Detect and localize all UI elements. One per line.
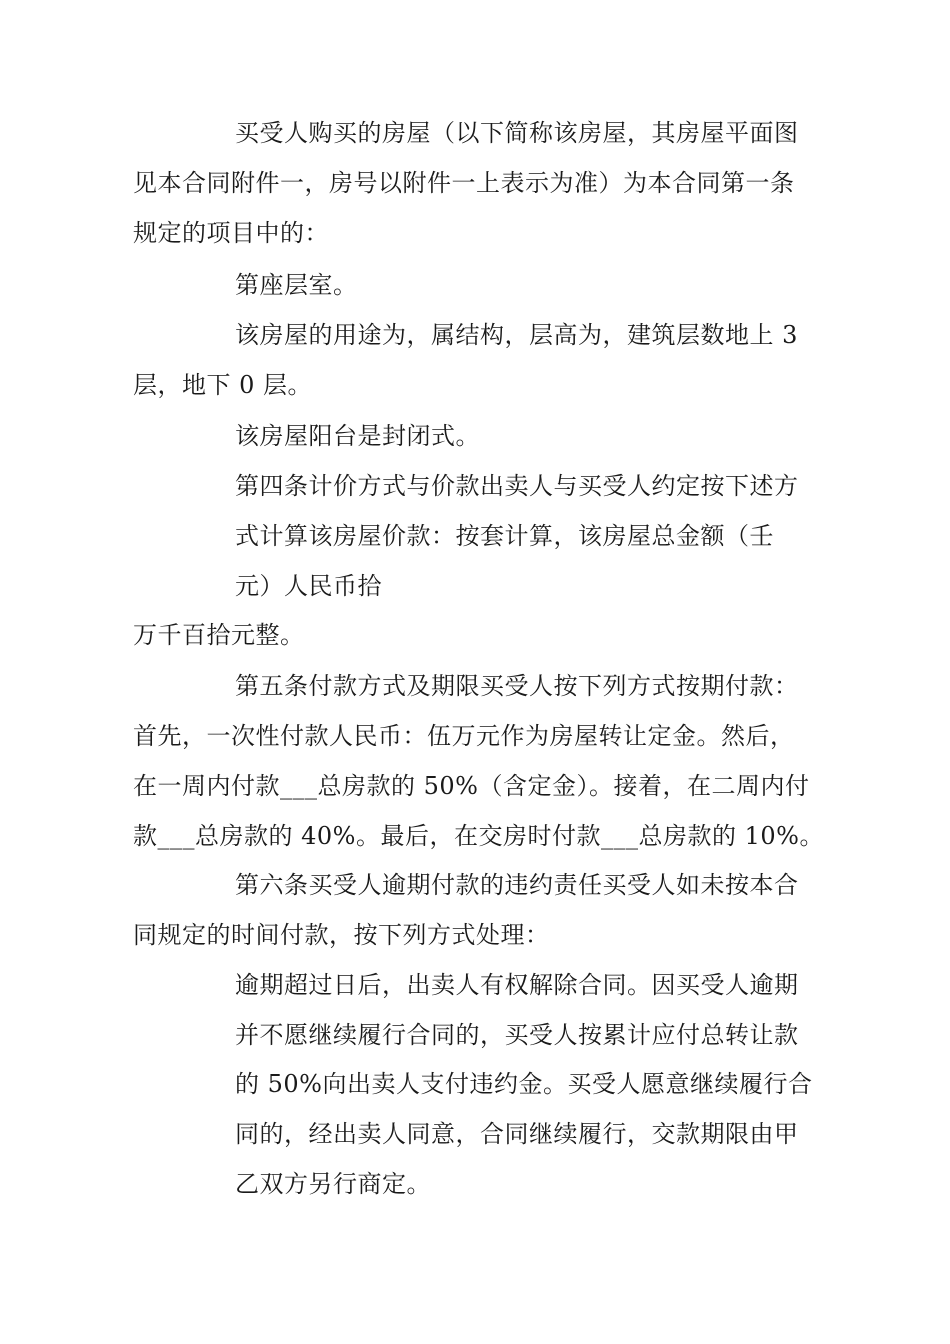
paragraph-line: 该房屋阳台是封闭式。	[235, 422, 480, 450]
paragraph-line: 第四条计价方式与价款出卖人与买受人约定按下述方	[235, 472, 799, 500]
paragraph-line: 万千百拾元整。	[133, 621, 305, 649]
paragraph-line: 的 50%向出卖人支付违约金。买受人愿意继续履行合	[235, 1070, 813, 1098]
paragraph-line: 见本合同附件一，房号以附件一上表示为准）为本合同第一条	[133, 169, 795, 197]
paragraph-line: 同的，经出卖人同意，合同继续履行，交款期限由甲	[235, 1120, 799, 1148]
paragraph-line: 款___总房款的 40%。最后，在交房时付款___总房款的 10%。	[133, 822, 824, 850]
paragraph-line: 第六条买受人逾期付款的违约责任买受人如未按本合	[235, 871, 799, 899]
paragraph-line: 第五条付款方式及期限买受人按下列方式按期付款：	[235, 672, 799, 700]
paragraph-line: 第座层室。	[235, 271, 358, 299]
paragraph-line: 式计算该房屋价款：按套计算，该房屋总金额（壬	[235, 522, 774, 550]
paragraph-line: 在一周内付款___总房款的 50%（含定金）。接着，在二周内付	[133, 772, 810, 800]
paragraph-line: 同规定的时间付款，按下列方式处理：	[133, 921, 550, 949]
paragraph-line: 乙双方另行商定。	[235, 1170, 431, 1198]
paragraph-line: 逾期超过日后，出卖人有权解除合同。因买受人逾期	[235, 971, 799, 999]
paragraph-line: 并不愿继续履行合同的，买受人按累计应付总转让款	[235, 1021, 799, 1049]
paragraph-line: 该房屋的用途为，属结构，层高为，建筑层数地上 3	[235, 321, 798, 349]
paragraph-line: 买受人购买的房屋（以下简称该房屋，其房屋平面图	[235, 119, 799, 147]
paragraph-line: 层，地下 0 层。	[133, 371, 313, 399]
paragraph-line: 规定的项目中的：	[133, 219, 329, 247]
paragraph-line: 元）人民币拾	[235, 572, 382, 600]
paragraph-line: 首先，一次性付款人民币：伍万元作为房屋转让定金。然后，	[133, 722, 795, 750]
